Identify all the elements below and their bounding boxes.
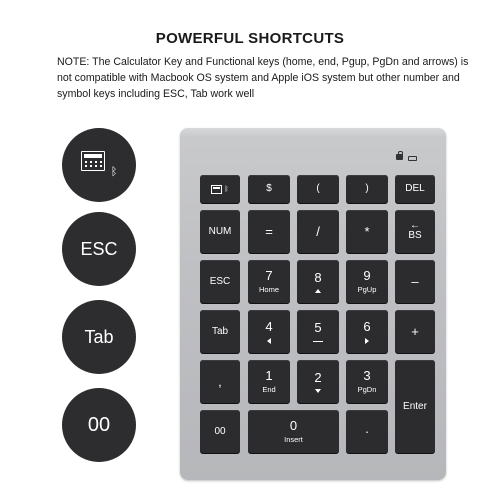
five-key[interactable] [297, 310, 339, 353]
calculator-key[interactable] [200, 175, 240, 203]
zero-zero-key[interactable] [200, 410, 240, 453]
key-sublabel: PgDn [357, 385, 377, 394]
equals-key[interactable] [248, 210, 290, 253]
two-down-key[interactable] [297, 360, 339, 403]
plus-key[interactable] [395, 310, 435, 353]
key-label: NUM [208, 225, 232, 237]
bluetooth-icon: ᛒ [110, 166, 118, 178]
lock-icon [396, 154, 403, 160]
key-label: * [364, 223, 370, 239]
eight-up-key[interactable] [297, 260, 339, 303]
key-label: 0 [289, 418, 298, 433]
key-label: BS [408, 229, 422, 241]
callout-zero-zero: 00 [62, 388, 136, 462]
close-paren-key[interactable] [346, 175, 388, 203]
arrow-left-icon [267, 338, 271, 344]
battery-icon [408, 156, 417, 161]
dot-key[interactable] [346, 410, 388, 453]
key-label: ESC [209, 275, 231, 287]
numeric-keypad [180, 128, 446, 480]
comma-key[interactable] [200, 360, 240, 403]
four-left-key[interactable] [248, 310, 290, 353]
key-label: Enter [403, 400, 427, 412]
calculator-icon [81, 151, 105, 171]
num-key[interactable] [200, 210, 240, 253]
key-label: 1 [265, 368, 273, 383]
six-right-key[interactable] [346, 310, 388, 353]
page-title: POWERFUL SHORTCUTS [155, 30, 345, 47]
dash-mark [313, 341, 323, 343]
key-sublabel: Home [258, 285, 279, 294]
zero-insert-key[interactable] [248, 410, 339, 453]
arrow-up-icon [315, 289, 321, 293]
calculator-icon [211, 185, 222, 194]
key-label: DEL [405, 183, 425, 194]
key-label: 8 [314, 269, 322, 285]
esc-key[interactable] [200, 260, 240, 303]
backspace-key[interactable] [395, 210, 435, 253]
key-label: ) [365, 183, 369, 194]
key-label: 3 [363, 368, 371, 383]
dollar-key[interactable] [248, 175, 290, 203]
key-label: 5 [314, 319, 322, 335]
key-label: $ [266, 183, 272, 194]
del-key[interactable] [395, 175, 435, 203]
arrow-down-icon [315, 389, 321, 393]
open-paren-key[interactable] [297, 175, 339, 203]
callout-tab: Tab [62, 300, 136, 374]
slash-key[interactable] [297, 210, 339, 253]
key-label: ‚ [218, 373, 222, 389]
key-label: – [411, 273, 419, 289]
key-label: 4 [265, 318, 273, 334]
backspace-arrow-icon: ← [410, 219, 420, 231]
key-label: 7 [265, 268, 273, 283]
seven-home-key[interactable] [248, 260, 290, 303]
key-label: ( [316, 183, 320, 194]
nine-pgup-key[interactable] [346, 260, 388, 303]
one-end-key[interactable] [248, 360, 290, 403]
arrow-right-icon [365, 338, 369, 344]
key-label: / [316, 223, 320, 239]
key-label: 2 [314, 369, 322, 385]
keypad-top-strip [180, 128, 446, 138]
callout-calculator [62, 128, 136, 202]
callout-esc: ESC [62, 212, 136, 286]
enter-key[interactable] [395, 360, 435, 453]
minus-key[interactable] [395, 260, 435, 303]
key-label: = [265, 223, 273, 239]
asterisk-key[interactable] [346, 210, 388, 253]
key-label: · [364, 423, 370, 439]
key-sublabel: Insert [284, 435, 303, 444]
key-sublabel: PgUp [357, 285, 377, 294]
key-label: Tab [211, 325, 229, 337]
key-label: 9 [363, 268, 371, 283]
key-sublabel: End [262, 385, 276, 394]
key-label: 6 [363, 318, 371, 334]
key-label: 00 [214, 425, 226, 437]
key-label: + [411, 323, 419, 339]
three-pgdn-key[interactable] [346, 360, 388, 403]
tab-key[interactable] [200, 310, 240, 353]
bluetooth-icon: ᛒ [224, 185, 229, 193]
compatibility-note: NOTE: The Calculator Key and Functional keys (home, end, Pgup, PgDn and arrows) is not compatible with Macbook OS system and Apple iOS system but other number and symbol keys including ESC, Tab work well [57, 56, 469, 100]
